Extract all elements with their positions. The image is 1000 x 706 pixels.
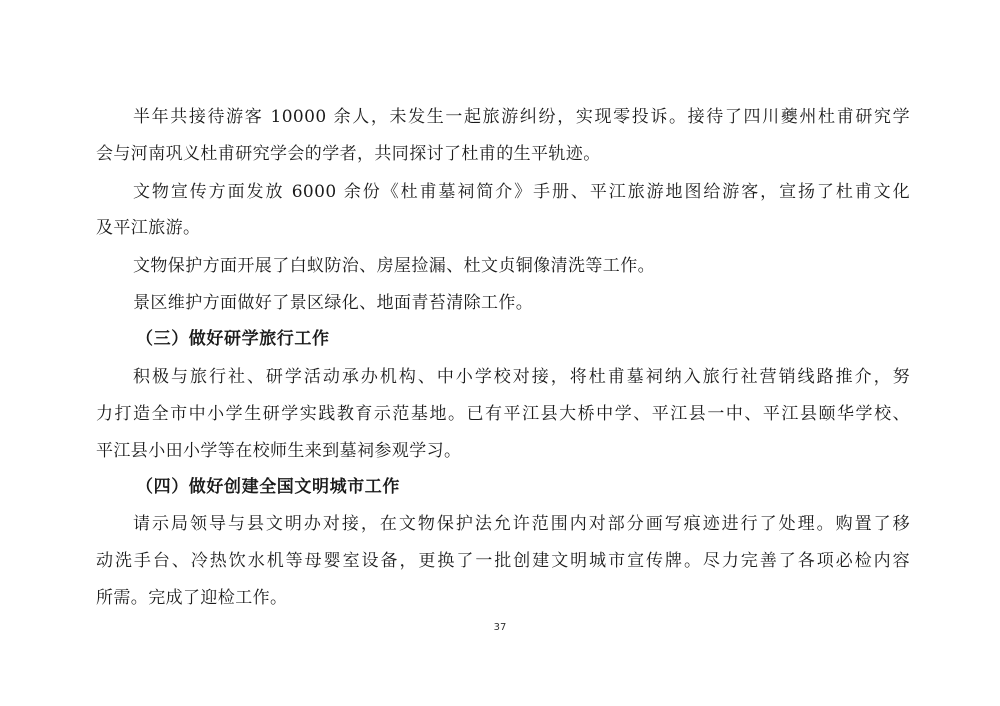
paragraph-line: 半年共接待游客 10000 余人，未发生一起旅游纠纷，实现零投诉。接待了四川夔州杜甫研究学 bbox=[133, 107, 910, 127]
paragraph-line: 动洗手台、冷热饮水机等母婴室设备，更换了一批创建文明城市宣传牌。尽力完善了各项必检内容 bbox=[96, 551, 910, 571]
paragraph-line: 平江县小田小学等在校师生来到墓祠参观学习。 bbox=[96, 441, 462, 461]
paragraph-line: 所需。完成了迎检工作。 bbox=[96, 588, 288, 608]
paragraph-line: 及平江旅游。 bbox=[96, 218, 201, 238]
paragraph-line: 请示局领导与县文明办对接，在文物保护法允许范围内对部分画写痕迹进行了处理。购置了移 bbox=[133, 514, 910, 534]
paragraph-line: 力打造全市中小学生研学实践教育示范基地。已有平江县大桥中学、平江县一中、平江县颐华学校、 bbox=[96, 404, 910, 424]
paragraph-line: 景区维护方面做好了景区绿化、地面青苔清除工作。 bbox=[133, 293, 534, 313]
section-heading: （三）做好研学旅行工作 bbox=[136, 329, 330, 349]
paragraph-line: 积极与旅行社、研学活动承办机构、中小学校对接，将杜甫墓祠纳入旅行社营销线路推介，努 bbox=[133, 367, 910, 387]
paragraph-line: 文物宣传方面发放 6000 余份《杜甫墓祠简介》手册、平江旅游地图给游客，宣扬了杜甫文化 bbox=[133, 182, 910, 202]
paragraph-line: 文物保护方面开展了白蚁防治、房屋捡漏、杜文贞铜像清洗等工作。 bbox=[133, 256, 655, 276]
section-heading: （四）做好创建全国文明城市工作 bbox=[136, 477, 400, 497]
paragraph-line: 会与河南巩义杜甫研究学会的学者，共同探讨了杜甫的生平轨迹。 bbox=[96, 144, 601, 164]
page-number: 37 bbox=[493, 622, 507, 633]
